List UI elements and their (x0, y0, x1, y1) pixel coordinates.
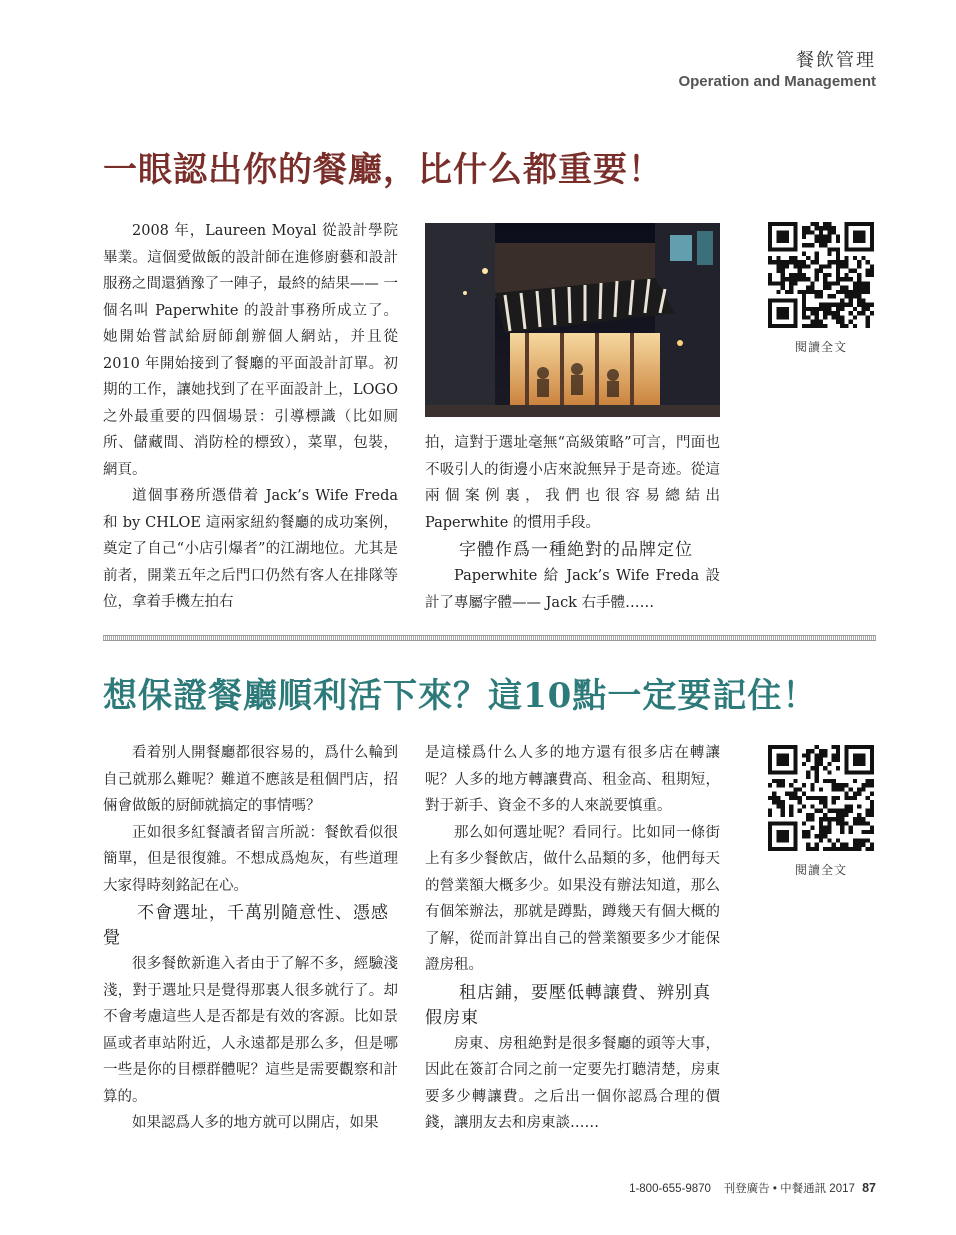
page-footer (629, 1180, 876, 1196)
article1-title: 一眼認出你的餐廳，比什么都重要！ (103, 150, 663, 190)
article2-paragraph-6: 那么如何選址呢？看同行。比如同一條街上有多少餐飲店，做什么品類的多，他們每天的營業額大概多少。如果没有辦法知道，那么有個笨辦法，那就是蹲點，蹲幾天有個大概的了解，從而計算出自己的營業額要多少才能保證房租。 (425, 824, 720, 973)
footer-phone: 1-800-655-9870 (629, 1183, 711, 1195)
qr-code-icon[interactable] (768, 745, 874, 851)
article2-title: 想保證餐廳順利活下來？這10點一定要記住！ (103, 676, 818, 716)
storefront-illustration (425, 223, 720, 417)
read-full-article-link[interactable]: 閱讀全文 (794, 863, 847, 877)
article2-paragraph-5: 是這樣爲什么人多的地方還有很多店在轉讓呢？人多的地方轉讓費高、租金高、租期短，對于新手、資金不多的人來説要慎重。 (425, 745, 720, 814)
article1-paragraph-1: 2008 年，Laureen Moyal 從設計學院畢業。這個愛做飯的設計師在進修廚藝和設計服務之間還猶豫了一陣子，最終的結果—— 一個名叫 Paperwhite 的設計事務所成立了。她開始嘗試給厨師創辦個人網站，并且從 2010 年開始接到了餐廳的平面設計訂單。初期的工作，讓她找到了在平面設計上，LOGO 之外最重要的四個場景：引導標識（比如厕所、儲藏間、消防栓的標致），菜單，包裝，網頁。 (103, 223, 398, 478)
article2-subhead-1: 不會選址，千萬别隨意性、憑感覺 (103, 903, 389, 948)
article1-qr-block[interactable] (768, 222, 874, 355)
article2-paragraph-4: 如果認爲人多的地方就可以開店，如果 (132, 1115, 379, 1131)
restaurant-storefront-photo (425, 223, 720, 417)
article1-paragraph-2: 道個事務所憑借着 Jack’s Wife Freda 和 by CHLOE 這兩家紐約餐廳的成功案例，奠定了自己“小店引爆者”的江湖地位。尤其是前者，開業五年之后門口仍然有客人在排隊等位，拿着手機左拍右 (103, 488, 398, 610)
qr-code-icon[interactable] (768, 222, 874, 328)
article1-subhead: 字體作爲一種絶對的品牌定位 (459, 540, 693, 560)
article1-left-column (103, 218, 398, 616)
article2-qr-block[interactable] (768, 745, 874, 878)
article1-paragraph-4: Paperwhite 給 Jack’s Wife Freda 設計了專屬字體—— Jack 右手體…… (425, 568, 720, 611)
article2-paragraph-7: 房東、房租絶對是很多餐廳的頭等大事，因此在簽訂合同之前一定要先打聽清楚，房東要多少轉讓費。之后出一個你認爲合理的價錢，讓朋友去和房東談…… (425, 1035, 720, 1131)
page-number: 87 (862, 1181, 876, 1195)
article1-right-column (425, 430, 720, 616)
footer-publication: 刊登廣告 • 中餐通訊 2017 (723, 1183, 855, 1195)
article2-left-column (103, 740, 398, 1137)
article1-paragraph-3: 拍，這對于選址毫無“高級策略”可言，門面也不吸引人的街邊小店來說無异于是奇迹。從這兩個案例裏，我們也很容易總結出 Paperwhite 的慣用手段。 (425, 435, 720, 531)
article2-right-column (425, 740, 720, 1137)
section-divider (103, 635, 876, 641)
article2-paragraph-1: 看着别人開餐廳都很容易的，爲什么輪到自己就那么難呢？難道不應該是租個門店，招倆會做飯的厨師就搞定的事情嗎？ (103, 745, 398, 814)
section-title-en: Operation and Management (678, 73, 876, 90)
article2-paragraph-3: 很多餐飲新進入者由于了解不多，經驗淺淺，對于選址只是覺得那裏人很多就行了。却不會考慮這些人是否都是有效的客源。比如景區或者車站附近，人永遠都是那么多，但是哪一些是你的目標群體呢？這些是需要觀察和計算的。 (103, 956, 398, 1105)
article2-subhead-2: 租店鋪，要壓低轉讓費、辨别真假房東 (425, 982, 711, 1028)
read-full-article-link[interactable]: 閱讀全文 (794, 340, 847, 354)
article2-paragraph-2: 正如很多紅餐讀者留言所説：餐飲看似很簡單，但是很復雜。不想成爲炮灰，有些道理大家得時刻銘記在心。 (103, 824, 398, 894)
section-title-cn: 餐飲管理 (796, 50, 876, 71)
